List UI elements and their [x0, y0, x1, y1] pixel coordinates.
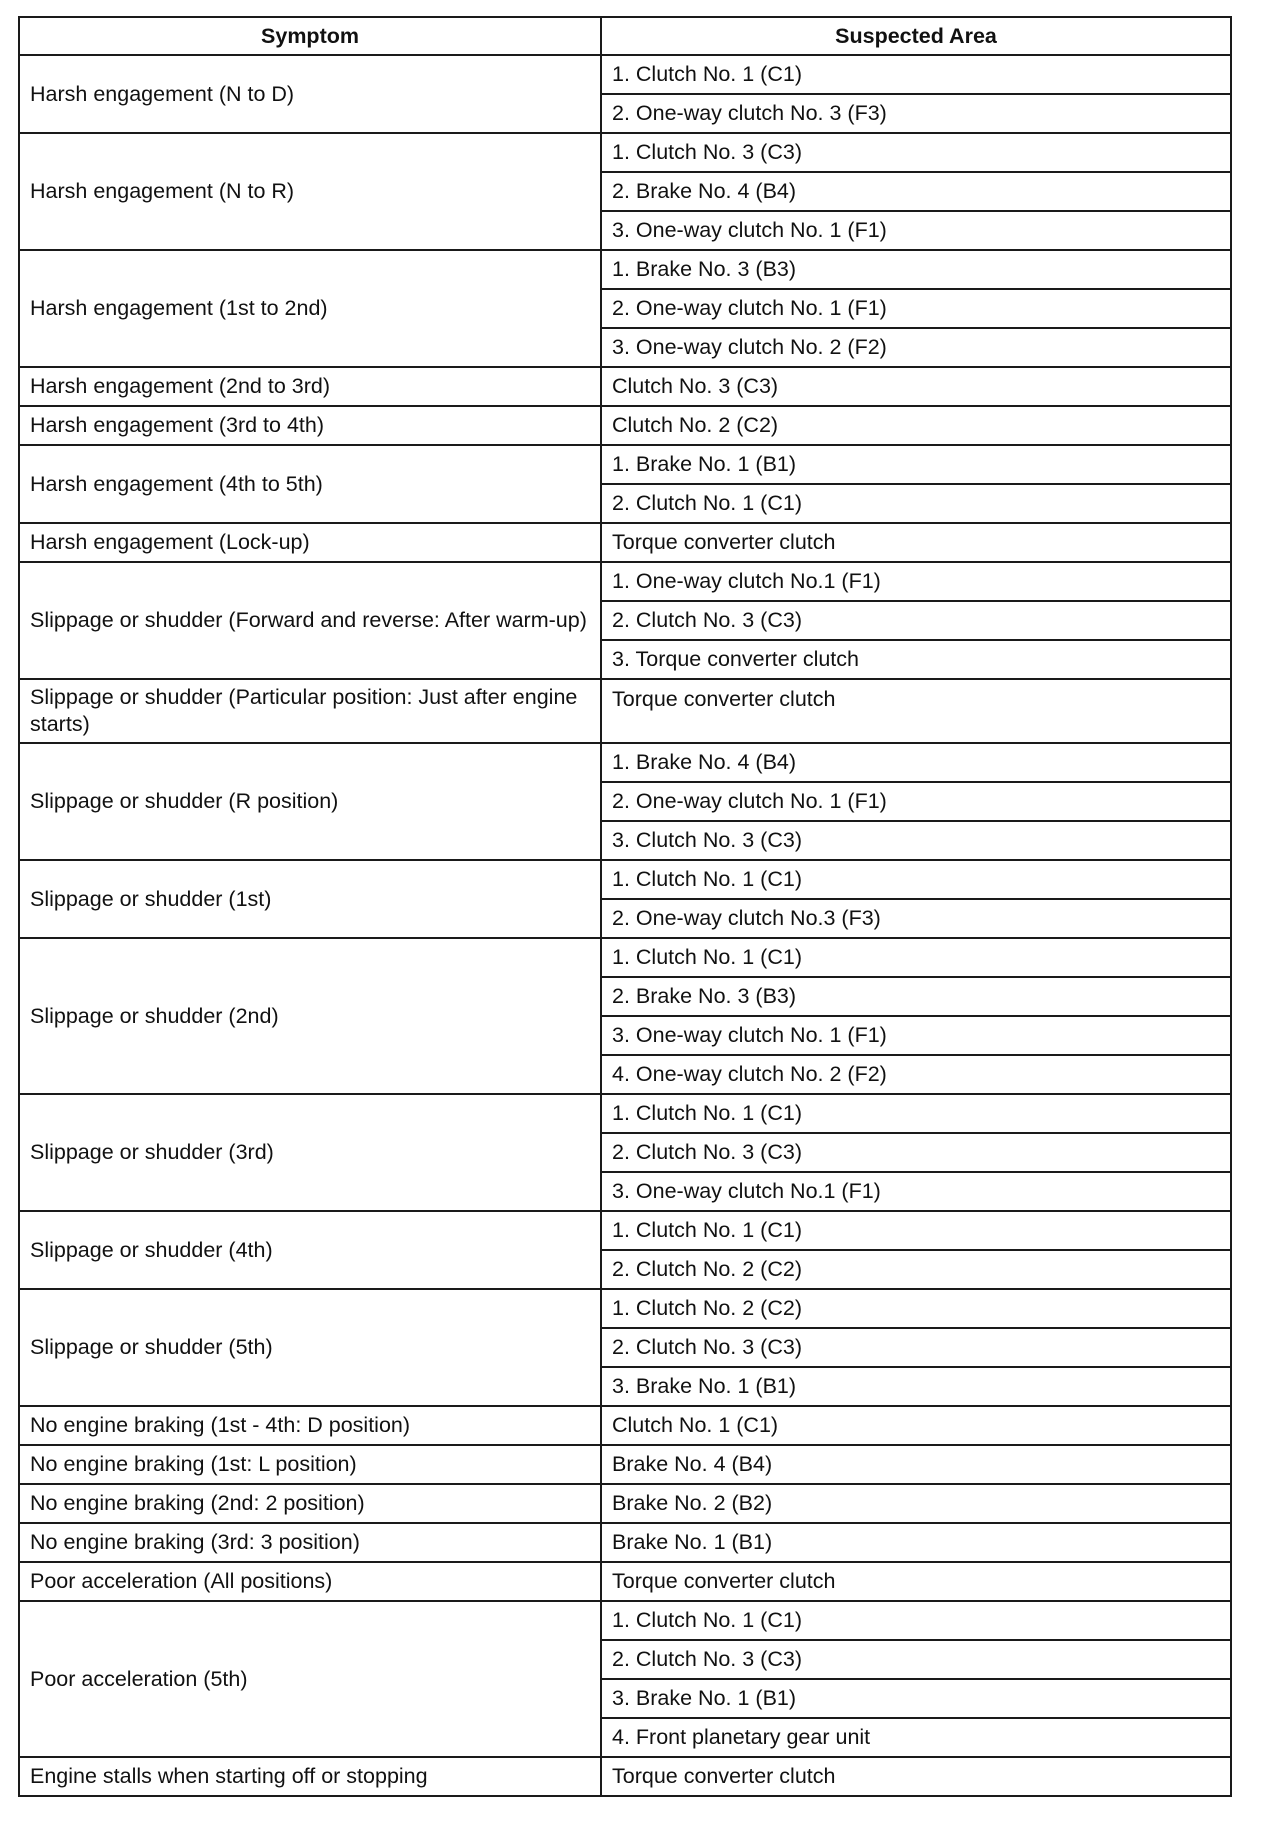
symptom-cell: Slippage or shudder (2nd): [19, 938, 601, 1094]
table-row: [19, 1445, 1231, 1484]
table-row: [19, 679, 1231, 743]
symptom-cell: Slippage or shudder (5th): [19, 1289, 601, 1406]
suspected-area-cell: 3. One-way clutch No. 2 (F2): [601, 328, 1231, 367]
suspected-area-cell: 2. Clutch No. 1 (C1): [601, 484, 1231, 523]
table-row: [19, 1484, 1231, 1523]
suspected-area-cell: Clutch No. 2 (C2): [601, 406, 1231, 445]
suspected-area-cell: 3. One-way clutch No.1 (F1): [601, 1172, 1231, 1211]
suspected-area-cell: 3. One-way clutch No. 1 (F1): [601, 1016, 1231, 1055]
table-row: [19, 133, 1231, 172]
suspected-area-cell: Torque converter clutch: [601, 679, 1231, 743]
suspected-area-cell: 2. One-way clutch No. 1 (F1): [601, 289, 1231, 328]
suspected-area-cell: 1. Clutch No. 1 (C1): [601, 1211, 1231, 1250]
symptom-cell: Slippage or shudder (4th): [19, 1211, 601, 1289]
symptom-cell: Poor acceleration (5th): [19, 1601, 601, 1757]
suspected-area-cell: Torque converter clutch: [601, 1562, 1231, 1601]
symptom-cell: Poor acceleration (All positions): [19, 1562, 601, 1601]
suspected-area-cell: 2. Clutch No. 3 (C3): [601, 1133, 1231, 1172]
header-row: [19, 17, 1231, 55]
suspected-area-cell: 4. Front planetary gear unit: [601, 1718, 1231, 1757]
symptom-cell: Harsh engagement (Lock-up): [19, 523, 601, 562]
symptom-cell: Harsh engagement (1st to 2nd): [19, 250, 601, 367]
suspected-area-cell: 3. Brake No. 1 (B1): [601, 1679, 1231, 1718]
suspected-area-cell: 4. One-way clutch No. 2 (F2): [601, 1055, 1231, 1094]
suspected-area-cell: 2. Clutch No. 3 (C3): [601, 601, 1231, 640]
table-row: [19, 1757, 1231, 1796]
suspected-area-cell: 2. One-way clutch No.3 (F3): [601, 899, 1231, 938]
suspected-area-cell: 3. Torque converter clutch: [601, 640, 1231, 679]
table-row: [19, 445, 1231, 484]
table-row: [19, 367, 1231, 406]
troubleshooting-table-wrapper: [18, 16, 1230, 1797]
suspected-area-cell: 1. Brake No. 3 (B3): [601, 250, 1231, 289]
suspected-area-cell: Brake No. 1 (B1): [601, 1523, 1231, 1562]
table-row: [19, 1289, 1231, 1328]
symptom-cell: Harsh engagement (4th to 5th): [19, 445, 601, 523]
symptom-cell: Harsh engagement (N to D): [19, 55, 601, 133]
suspected-area-cell: 2. Clutch No. 3 (C3): [601, 1640, 1231, 1679]
suspected-area-cell: 1. Clutch No. 1 (C1): [601, 938, 1231, 977]
suspected-area-cell: Clutch No. 3 (C3): [601, 367, 1231, 406]
symptom-cell: Engine stalls when starting off or stopping: [19, 1757, 601, 1796]
symptom-header: Symptom: [19, 17, 601, 55]
suspected-area-cell: 3. One-way clutch No. 1 (F1): [601, 211, 1231, 250]
suspected-area-header: Suspected Area: [601, 17, 1231, 55]
table-row: [19, 743, 1231, 782]
table-row: [19, 406, 1231, 445]
symptom-cell: Slippage or shudder (Particular position: Just after engine starts): [19, 679, 601, 743]
symptom-cell: No engine braking (1st - 4th: D position): [19, 1406, 601, 1445]
suspected-area-cell: 1. Clutch No. 1 (C1): [601, 55, 1231, 94]
suspected-area-cell: 1. Clutch No. 2 (C2): [601, 1289, 1231, 1328]
table-row: [19, 1211, 1231, 1250]
symptom-cell: Slippage or shudder (Forward and reverse: After warm-up): [19, 562, 601, 679]
suspected-area-cell: 1. Clutch No. 1 (C1): [601, 860, 1231, 899]
suspected-area-cell: 1. Clutch No. 1 (C1): [601, 1601, 1231, 1640]
symptom-table: [18, 16, 1232, 1797]
suspected-area-cell: 1. Brake No. 1 (B1): [601, 445, 1231, 484]
suspected-area-cell: 1. Clutch No. 3 (C3): [601, 133, 1231, 172]
suspected-area-cell: 1. Clutch No. 1 (C1): [601, 1094, 1231, 1133]
table-row: [19, 523, 1231, 562]
table-row: [19, 562, 1231, 601]
suspected-area-cell: 2. Clutch No. 2 (C2): [601, 1250, 1231, 1289]
suspected-area-cell: 2. Brake No. 3 (B3): [601, 977, 1231, 1016]
suspected-area-cell: Torque converter clutch: [601, 1757, 1231, 1796]
symptom-cell: No engine braking (1st: L position): [19, 1445, 601, 1484]
symptom-cell: Slippage or shudder (R position): [19, 743, 601, 860]
symptom-cell: Slippage or shudder (1st): [19, 860, 601, 938]
table-row: [19, 1523, 1231, 1562]
suspected-area-cell: 2. One-way clutch No. 1 (F1): [601, 782, 1231, 821]
suspected-area-cell: Clutch No. 1 (C1): [601, 1406, 1231, 1445]
table-row: [19, 1094, 1231, 1133]
suspected-area-cell: Brake No. 2 (B2): [601, 1484, 1231, 1523]
symptom-cell: Slippage or shudder (3rd): [19, 1094, 601, 1211]
table-body: [19, 55, 1231, 1796]
suspected-area-cell: 1. One-way clutch No.1 (F1): [601, 562, 1231, 601]
table-row: [19, 938, 1231, 977]
table-row: [19, 860, 1231, 899]
suspected-area-cell: 2. One-way clutch No. 3 (F3): [601, 94, 1231, 133]
table-row: [19, 1562, 1231, 1601]
table-row: [19, 1406, 1231, 1445]
suspected-area-cell: 2. Clutch No. 3 (C3): [601, 1328, 1231, 1367]
suspected-area-cell: 3. Clutch No. 3 (C3): [601, 821, 1231, 860]
table-row: [19, 55, 1231, 94]
symptom-cell: Harsh engagement (3rd to 4th): [19, 406, 601, 445]
suspected-area-cell: 3. Brake No. 1 (B1): [601, 1367, 1231, 1406]
suspected-area-cell: Brake No. 4 (B4): [601, 1445, 1231, 1484]
suspected-area-cell: 2. Brake No. 4 (B4): [601, 172, 1231, 211]
symptom-cell: Harsh engagement (2nd to 3rd): [19, 367, 601, 406]
table-row: [19, 1601, 1231, 1640]
symptom-cell: No engine braking (2nd: 2 position): [19, 1484, 601, 1523]
symptom-cell: Harsh engagement (N to R): [19, 133, 601, 250]
table-row: [19, 250, 1231, 289]
suspected-area-cell: 1. Brake No. 4 (B4): [601, 743, 1231, 782]
suspected-area-cell: Torque converter clutch: [601, 523, 1231, 562]
symptom-cell: No engine braking (3rd: 3 position): [19, 1523, 601, 1562]
